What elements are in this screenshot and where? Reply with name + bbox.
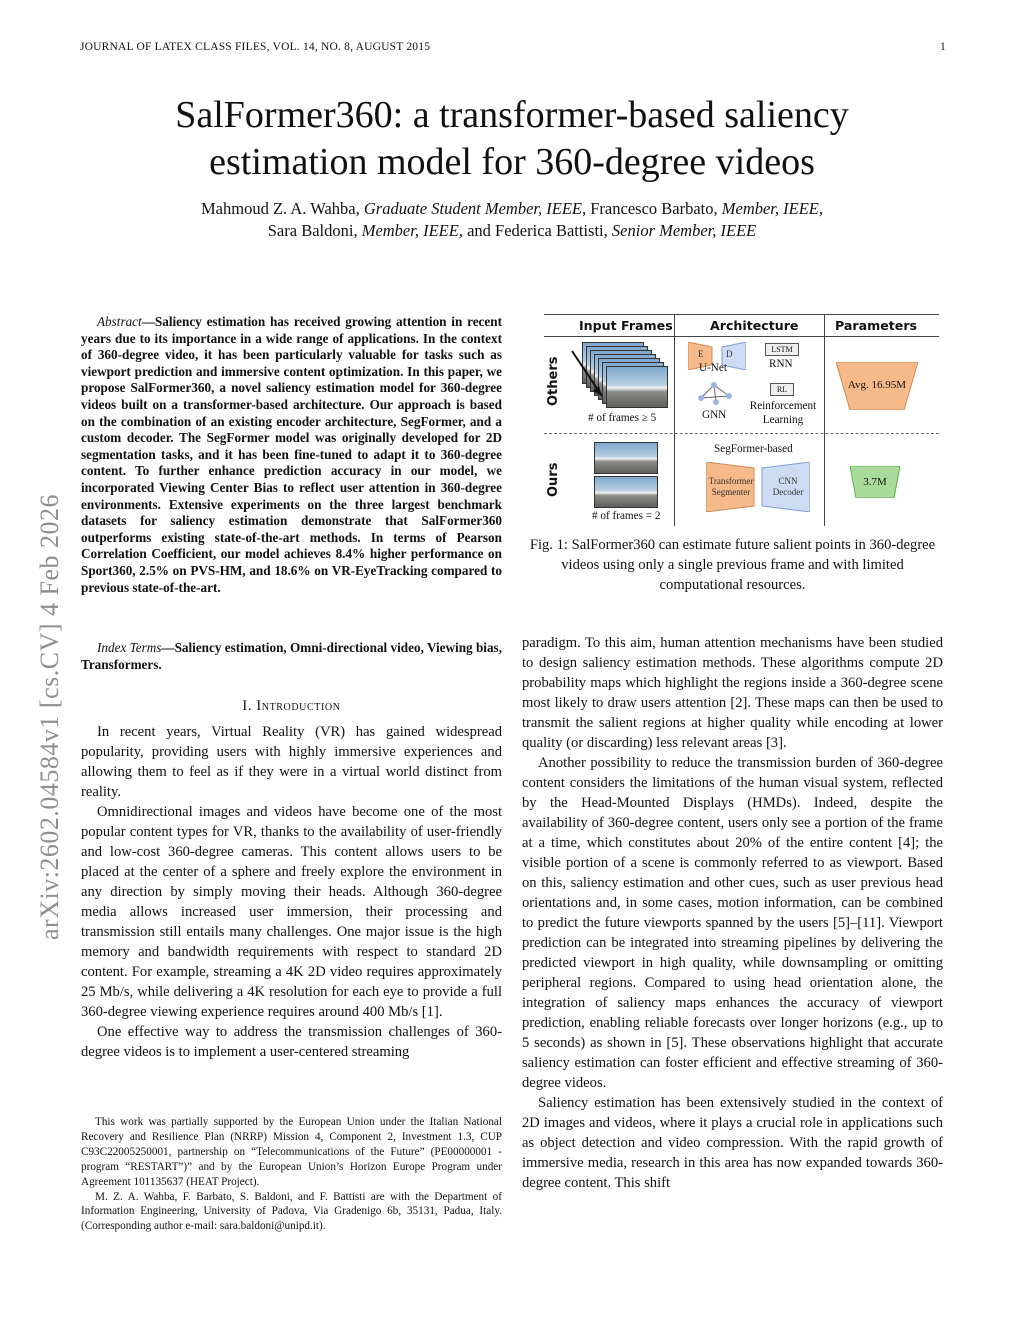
figure-col-divider: [674, 314, 675, 526]
author-affiliation: Member, IEEE,: [361, 221, 463, 240]
rl-label: [748, 399, 818, 427]
footnotes: [81, 1115, 502, 1234]
figure-header-architecture: Architecture: [710, 318, 799, 333]
figure-header-rule: [544, 336, 939, 337]
figure-caption: Fig. 1: SalFormer360 can estimate future salient points in 360-degree videos using only a single previous frame and with limited computational resources.: [529, 537, 936, 593]
transformer-label-line-1: Transformer: [708, 476, 754, 486]
cnn-label-line-2: Decoder: [772, 487, 804, 497]
paragraph: Another possibility to reduce the transmission burden of 360-degree content considers the limitations of the human visual system, reflected by the Head-Mounted Displays (HMDs). Indeed, despite the availability of 360-degree content, users only see a portion of the frame at a time, which constitutes about 20% of the entire content [4]; the visible portion of a scene is commonly referred to as viewport. Based on this, saliency estimation and other cues, such as user previous head orientations and, in some cases, motion information, can be combined to predict the future viewports spanned by the users [5]–[11]. Viewport prediction can be integrated into streaming pipelines by delivering the predicted viewport in high quality, while downsampling or omitting peripheral regions. Compared to using head orientation alone, the integration of saliency maps enhances the accuracy of viewport prediction, enabling reliable forecasts over longer horizons (e.g., up to 5 seconds) as shown in [5]. These observations highlight that accurate saliency estimation can foster efficient and effective streaming of 360-degree videos.: [522, 755, 943, 1091]
encoder-label: E: [698, 349, 704, 359]
running-header: [80, 41, 946, 53]
section-title: Introduction: [256, 698, 341, 714]
rl-label-line-2: Learning: [762, 414, 804, 426]
authors-line-1: [100, 198, 924, 220]
authors-line-2: [100, 220, 924, 242]
journal-name: JOURNAL OF LATEX CLASS FILES, VOL. 14, NO. 8, AUGUST 2015: [80, 41, 431, 53]
row-label-ours: Ours: [546, 462, 561, 497]
section-numeral: I.: [242, 698, 253, 714]
gnn-graph-icon: [696, 380, 736, 406]
video-frame-thumbnail: [594, 476, 658, 508]
arxiv-identifier[interactable]: arXiv:2602.04584v1 [cs.CV] 4 Feb 2026: [35, 493, 64, 940]
abstract-label: Abstract: [97, 314, 142, 329]
transformer-label-line-2: Segmenter: [711, 487, 751, 497]
cnn-label-line-1: CNN: [778, 476, 798, 486]
affiliation-footnote: M. Z. A. Wahba, F. Barbato, S. Baldoni, and F. Battisti are with the Department of Information Engineering, University of Padova, Via Gradenigo 6b, 35131, Padua, Italy. (Corresponding author e-mail: sara.baldoni@unipd.it).: [81, 1190, 502, 1233]
gnn-label: GNN: [702, 409, 727, 421]
author-conjunction: and: [467, 221, 491, 240]
figure-header-input: Input Frames: [579, 318, 673, 333]
video-frame-thumbnail: [594, 442, 658, 474]
figure-row-divider: [544, 433, 939, 434]
paragraph: In recent years, Virtual Reality (VR) has gained widespread popularity, providing users with highly immersive experiences and allowing them to feel as if they were in a virtual world distinct from reality.: [81, 724, 502, 800]
figure-col-divider: [824, 314, 825, 526]
frames-count-others: # of frames ≥ 5: [588, 412, 657, 424]
author-affiliation: Senior Member, IEEE: [611, 221, 757, 240]
figure-header-parameters: Parameters: [835, 318, 918, 333]
params-value-others: Avg. 16.95M: [847, 379, 907, 391]
frames-count-ours: # of frames = 2: [592, 510, 661, 522]
rnn-label: RNN: [769, 358, 793, 370]
lstm-box: LSTM: [765, 343, 799, 356]
abstract: [81, 314, 502, 596]
index-terms: [81, 640, 502, 673]
author-name: Francesco Barbato,: [590, 199, 718, 218]
index-terms-label: Index Terms: [97, 640, 162, 655]
index-terms-text: —Saliency estimation, Omni-directional video, Viewing bias, Transformers.: [81, 640, 502, 672]
row-label-others: Others: [546, 356, 561, 406]
params-value-ours: 3.7M: [863, 476, 887, 488]
paragraph: paradigm. To this aim, human attention mechanisms have been studied to design saliency estimation methods. These algorithms compute 2D probability maps which highlight the regions inside a 360-degree scene most likely to draw users attention [2]. These maps can then be used to transmit the salient regions at higher quality while encoding at lower quality (or discarding) less relevant areas [3].: [522, 635, 943, 751]
segformer-based-label: SegFormer-based: [714, 443, 793, 455]
video-frame-thumbnail: [606, 366, 668, 408]
author-name: Federica Battisti,: [495, 221, 608, 240]
author-name: Sara Baldoni,: [267, 221, 358, 240]
abstract-text: —Saliency estimation has received growing attention in recent years due to its importance in a wide range of applications. In the context of 360-degree video, it has been particularly valuable for tasks such as viewport prediction and immersive content optimization. In this paper, we propose SalFormer360, a novel saliency estimation model for 360-degree videos built on a transformer-based architecture. Our approach is based on the combination of an existing encoder architecture, SegFormer, and a custom decoder. The SegFormer model was originally developed for 2D segmentation tasks, and it has been fine-tuned to adapt it to 360-degree content. To further enhance prediction accuracy in our model, we incorporated Viewing Center Bias to reflect user attention in 360-degree environments. Extensive experiments on the three largest benchmark datasets for saliency estimation demonstrate that SalFormer360 outperforms existing state-of-the-art methods. In terms of Pearson Correlation Coefficient, our model achieves 8.4% higher performance on Sport360, 2.5% on PVS-HM, and 18.6% on VR-EyeTracking compared to previous state-of-the-art.: [81, 314, 502, 595]
author-affiliation: Member, IEEE,: [721, 199, 824, 218]
title-line-1: SalFormer360: a transformer-based saliency: [175, 94, 849, 136]
figure-top-rule: [544, 314, 939, 315]
figure-1: [522, 306, 943, 526]
transformer-segmenter-label: [706, 476, 756, 498]
left-column-body: [81, 722, 502, 1062]
paragraph: Saliency estimation has been extensively studied in the context of 2D images and videos, where it plays a crucial role in applications such as object detection and video compression. With the rapid growth of immersive media, research in this area has now expanded towards 360-degree content. This shift: [522, 1095, 943, 1191]
time-arrow-icon: [567, 346, 607, 402]
author-list: [100, 198, 924, 242]
funding-footnote: This work was partially supported by the European Union under the Italian National Recovery and Resilience Plan (NRRP) Mission 4, Component 2, Investment 1.3, CUP C93C22005250001, partnership on “Telecommunications of the Future” (PE00000001 - program “RESTART”)” and by the European Union’s Horizon Europe Program under Agreement 101135637 (HEAT Project).: [81, 1116, 502, 1188]
decoder-label: D: [726, 349, 733, 359]
page-number: 1: [940, 41, 946, 53]
author-name: Mahmoud Z. A. Wahba,: [200, 199, 360, 218]
right-column-body: [522, 633, 943, 1193]
author-affiliation: Graduate Student Member, IEEE,: [363, 199, 587, 218]
cnn-decoder-label: [762, 476, 814, 498]
section-heading: [81, 698, 502, 715]
rl-label-line-1: Reinforcement: [749, 400, 817, 412]
paper-title: [100, 92, 924, 186]
paragraph: Omnidirectional images and videos have become one of the most popular content types for VR, thanks to the availability of user-friendly and low-cost 360-degree cameras. This content allows users to be placed at the center of a sphere and freely explore the environment in any direction by simply moving their heads. Although 360-degree media allows increased user immersion, their processing and transmission still entails many challenges. One major issue is the high memory and bandwidth requirements with respect to standard 2D content. For example, streaming a 4K 2D video requires approximately 25 Mb/s, while delivering a 4K resolution for each eye to provide a full 360-degree viewing experience requires around 400 Mb/s [1].: [81, 804, 502, 1020]
unet-label: U-Net: [699, 362, 727, 374]
paragraph: One effective way to address the transmission challenges of 360-degree videos is to implement a user-centered streaming: [81, 1024, 502, 1060]
rl-box: RL: [770, 383, 794, 396]
title-line-2: estimation model for 360-degree videos: [209, 141, 815, 183]
